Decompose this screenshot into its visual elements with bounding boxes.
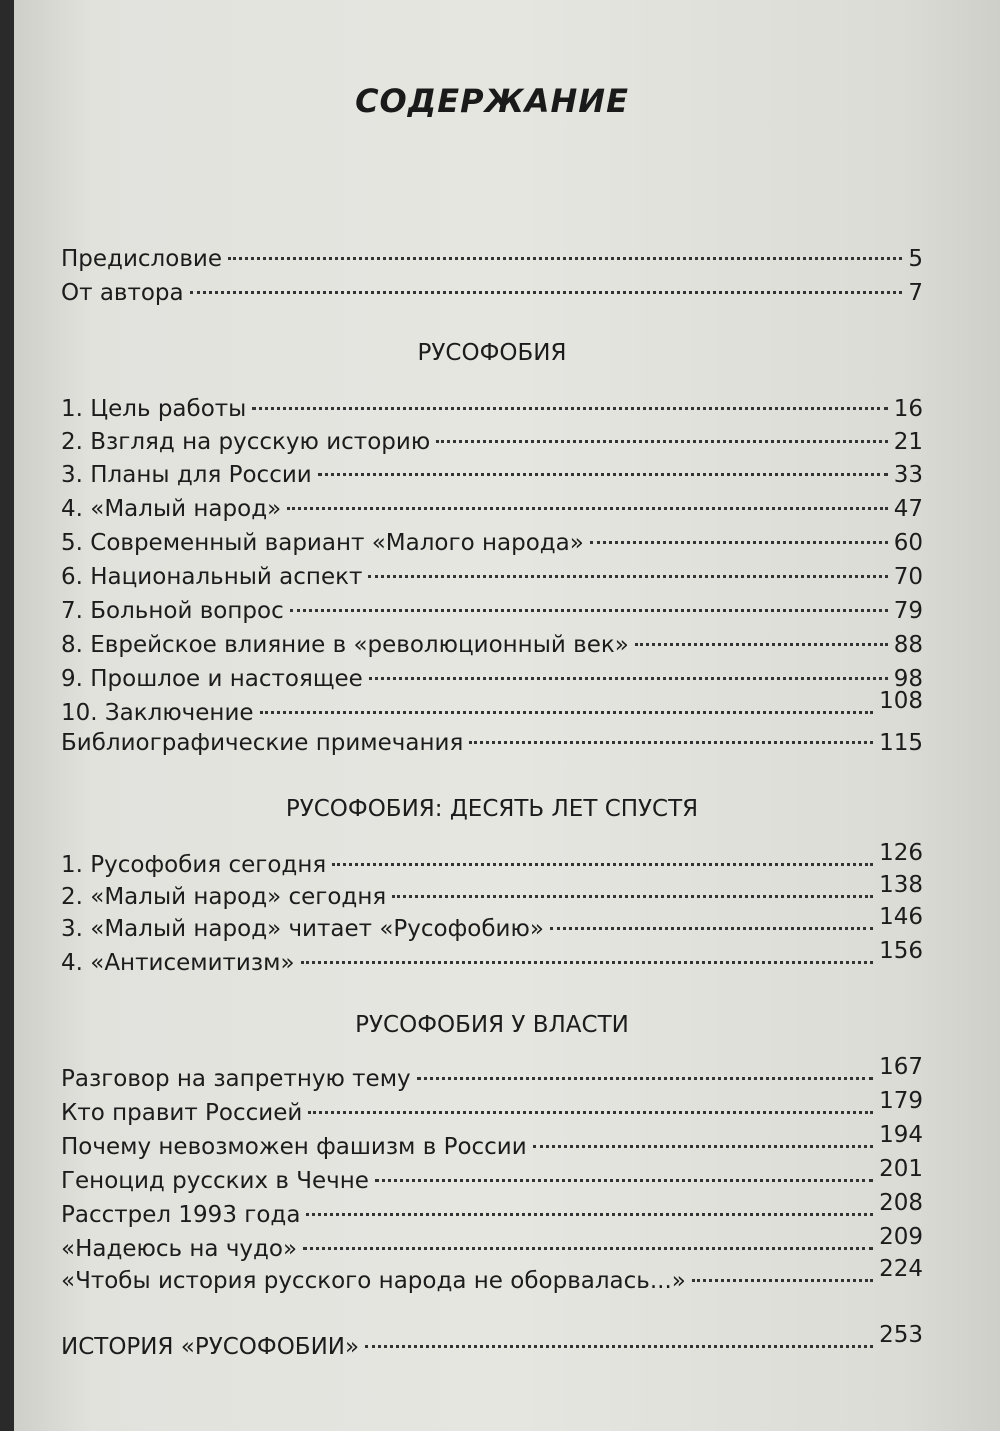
toc-entry (61, 1256, 923, 1302)
dot-leader (590, 541, 888, 544)
toc-entry-history (61, 1322, 923, 1368)
dot-leader (301, 961, 874, 964)
dot-leader (290, 609, 888, 612)
dot-leader (332, 863, 873, 866)
toc-entry (61, 598, 923, 632)
toc-entry (61, 462, 923, 496)
entry-page: 47 (893, 496, 923, 522)
entry-page: 7 (908, 280, 923, 306)
dot-leader (692, 1279, 873, 1282)
dot-leader (533, 1145, 873, 1148)
entry-label: 9. Прошлое и настоящее (61, 666, 363, 692)
toc-entry (61, 1054, 923, 1100)
entry-label: Библиографические примечания (61, 730, 464, 756)
entry-page: 156 (879, 938, 923, 964)
dot-leader (417, 1077, 873, 1080)
entry-label: 3. «Малый народ» читает «Русофобию» (61, 916, 544, 942)
entry-label: ИСТОРИЯ «РУСОФОБИИ» (61, 1334, 360, 1360)
entry-label: Геноцид русских в Чечне (61, 1168, 369, 1194)
entry-label: Расстрел 1993 года (61, 1202, 301, 1228)
entry-page: 209 (879, 1224, 923, 1250)
dot-leader (436, 440, 888, 443)
entry-page: 146 (879, 904, 923, 930)
entry-page: 179 (879, 1088, 923, 1114)
entry-page: 194 (879, 1122, 923, 1148)
dot-leader (260, 711, 874, 714)
toc-entry (61, 564, 923, 598)
entry-label: 3. Планы для России (61, 462, 312, 488)
entry-page: 33 (893, 462, 923, 488)
entry-label: 1. Цель работы (61, 396, 247, 422)
entry-page: 126 (879, 840, 923, 866)
entry-label: Разговор на запретную тему (61, 1066, 411, 1092)
entry-label: 4. «Малый народ» (61, 496, 282, 522)
entry-label: «Надеюсь на чудо» (61, 1236, 298, 1262)
entry-label: 1. Русофобия сегодня (61, 852, 327, 878)
toc-entry (61, 396, 923, 430)
dot-leader (365, 1345, 873, 1348)
entry-label: 7. Больной вопрос (61, 598, 284, 624)
entry-page: 79 (893, 598, 923, 624)
toc-entry-preface (61, 246, 923, 280)
section-title-3: РУСОФОБИЯ У ВЛАСТИ (355, 1012, 629, 1038)
dot-leader (318, 473, 888, 476)
entry-label: 5. Современный вариант «Малого народа» (61, 530, 584, 556)
entry-page: 21 (893, 429, 923, 455)
dot-leader (190, 291, 903, 294)
toc-entry (61, 496, 923, 530)
entry-page: 167 (879, 1054, 923, 1080)
section-title-2: РУСОФОБИЯ: ДЕСЯТЬ ЛЕТ СПУСТЯ (285, 796, 699, 822)
dot-leader (635, 643, 888, 646)
toc-entry (61, 1088, 923, 1134)
dot-leader (228, 257, 902, 260)
dot-leader (303, 1247, 873, 1250)
dot-leader (368, 575, 887, 578)
entry-label: 2. «Малый народ» сегодня (61, 884, 387, 910)
toc-entry (61, 904, 923, 950)
entry-page: 224 (879, 1256, 923, 1282)
toc-title: СОДЕРЖАНИЕ (355, 82, 629, 120)
toc-entry (61, 730, 923, 764)
toc-entry (61, 1190, 923, 1236)
toc-entry (61, 688, 923, 734)
entry-label: 10. Заключение (61, 700, 254, 726)
dot-leader (369, 677, 888, 680)
entry-page: 88 (893, 632, 923, 658)
dot-leader (287, 507, 888, 510)
toc-entry (61, 840, 923, 886)
entry-label: 4. «Антисемитизм» (61, 950, 295, 976)
entry-page: 16 (893, 396, 923, 422)
toc-entry (61, 530, 923, 564)
toc-entry (61, 429, 923, 463)
entry-page: 60 (893, 530, 923, 556)
dot-leader (308, 1111, 873, 1114)
toc-entry (61, 666, 923, 700)
entry-label: Почему невозможен фашизм в России (61, 1134, 527, 1160)
dot-leader (392, 895, 873, 898)
entry-page: 253 (879, 1322, 923, 1348)
book-page (14, 0, 1000, 1431)
entry-page: 208 (879, 1190, 923, 1216)
dot-leader (469, 741, 873, 744)
toc-entry (61, 1156, 923, 1202)
toc-entry (61, 938, 923, 984)
toc-entry (61, 1224, 923, 1270)
entry-label: Предисловие (61, 246, 222, 272)
entry-page: 115 (879, 730, 923, 756)
entry-page: 70 (893, 564, 923, 590)
entry-label: Кто правит Россией (61, 1100, 303, 1126)
entry-page: 108 (879, 688, 923, 714)
entry-label: «Чтобы история русского народа не оборвалась...» (61, 1268, 686, 1294)
entry-label: 2. Взгляд на русскую историю (61, 429, 431, 455)
toc-entry (61, 632, 923, 666)
entry-label: 8. Еврейское влияние в «революционный век» (61, 632, 629, 658)
entry-page: 5 (908, 246, 923, 272)
section-title-1: РУСОФОБИЯ (417, 340, 567, 366)
entry-page: 138 (879, 872, 923, 898)
dot-leader (375, 1179, 873, 1182)
entry-label: От автора (61, 280, 184, 306)
entry-page: 98 (893, 666, 923, 692)
toc-entry (61, 872, 923, 918)
dot-leader (550, 927, 873, 930)
dot-leader (252, 407, 887, 410)
entry-label: 6. Национальный аспект (61, 564, 363, 590)
toc-entry-from-author (61, 280, 923, 314)
dot-leader (306, 1213, 873, 1216)
toc-entry (61, 1122, 923, 1168)
entry-page: 201 (879, 1156, 923, 1182)
